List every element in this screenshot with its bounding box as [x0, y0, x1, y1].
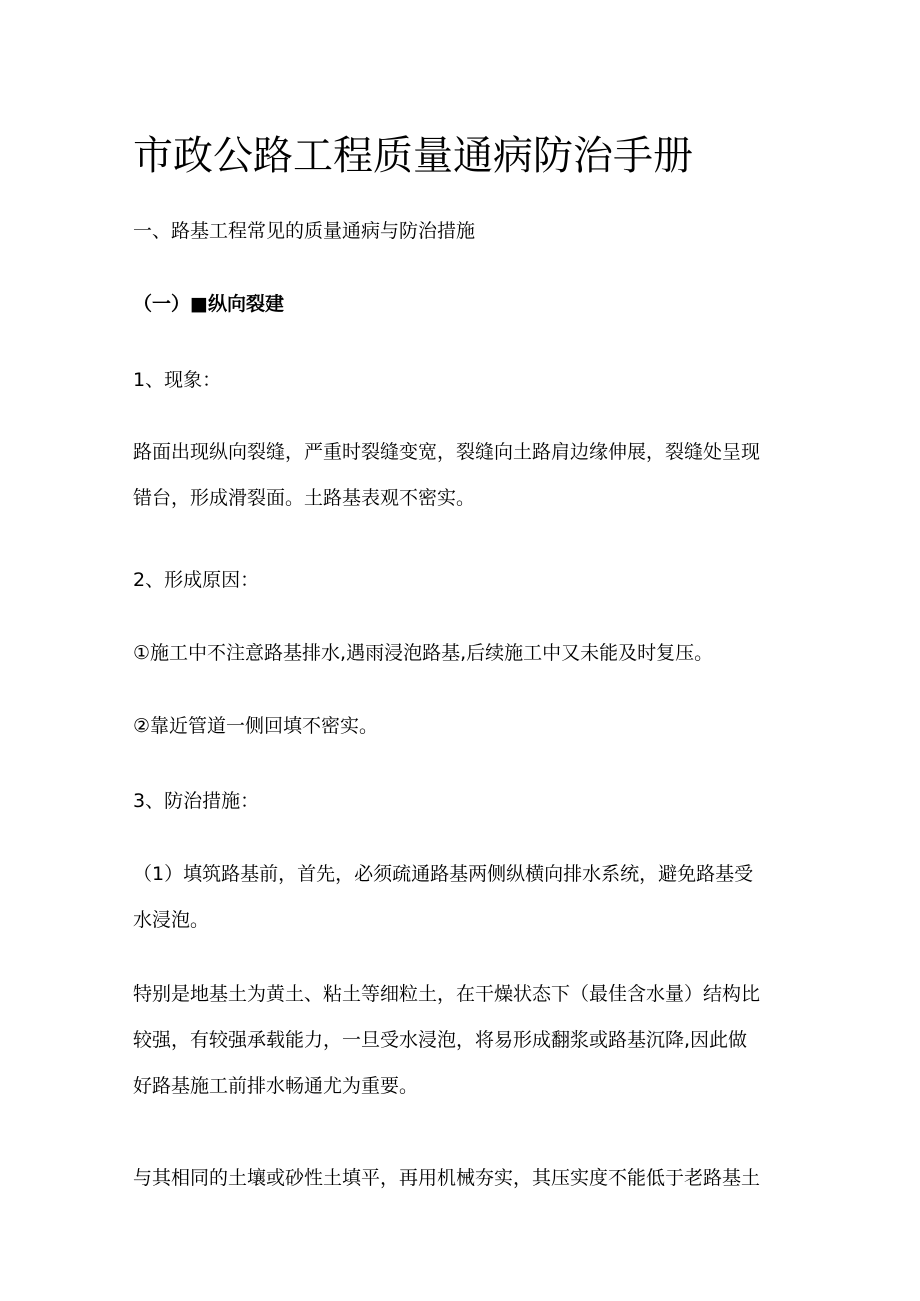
cause-item-2: ②靠近管道一侧回填不密实。 [133, 715, 379, 737]
document-title: 市政公路工程质量通病防治手册 [133, 133, 693, 179]
paragraph-line: 路面出现纵向裂缝，严重时裂缝变宽，裂缝向土路肩边缘伸展，裂缝处呈现 [133, 441, 761, 463]
phenomenon-heading: 1、现象： [133, 369, 222, 391]
paragraph-line: 特别是地基土为黄土、粘土等细粒土，在干燥状态下（最佳含水量）结构比 [133, 983, 761, 1005]
paragraph-line: 较强，有较强承载能力，一旦受水浸泡，将易形成翻浆或路基沉降,因此做 [133, 1029, 748, 1051]
section-heading: 一、路基工程常见的质量通病与防治措施 [133, 220, 476, 242]
paragraph-line: 错台，形成滑裂面。土路基表观不密实。 [133, 487, 476, 509]
special-note-paragraph [133, 971, 798, 1109]
phenomenon-paragraph [133, 429, 798, 521]
fill-note-paragraph: 与其相同的土壤或砂性土填平，再用机械夯实，其压实度不能低于老路基土 [133, 1167, 761, 1189]
subsection-heading: （一）■纵向裂建 [133, 293, 284, 315]
paragraph-line: （1）填筑路基前，首先，必须疏通路基两侧纵横向排水系统，避免路基受 [133, 863, 754, 885]
measures-heading: 3、防治措施： [133, 790, 260, 812]
paragraph-line: 水浸泡。 [133, 909, 210, 931]
paragraph-line: 好路基施工前排水畅通尤为重要。 [133, 1075, 419, 1097]
measure-item-1 [133, 851, 798, 943]
cause-item-1: ①施工中不注意路基排水,遇雨浸泡路基,后续施工中又未能及时复压。 [133, 642, 714, 664]
cause-heading: 2、形成原因： [133, 569, 260, 591]
